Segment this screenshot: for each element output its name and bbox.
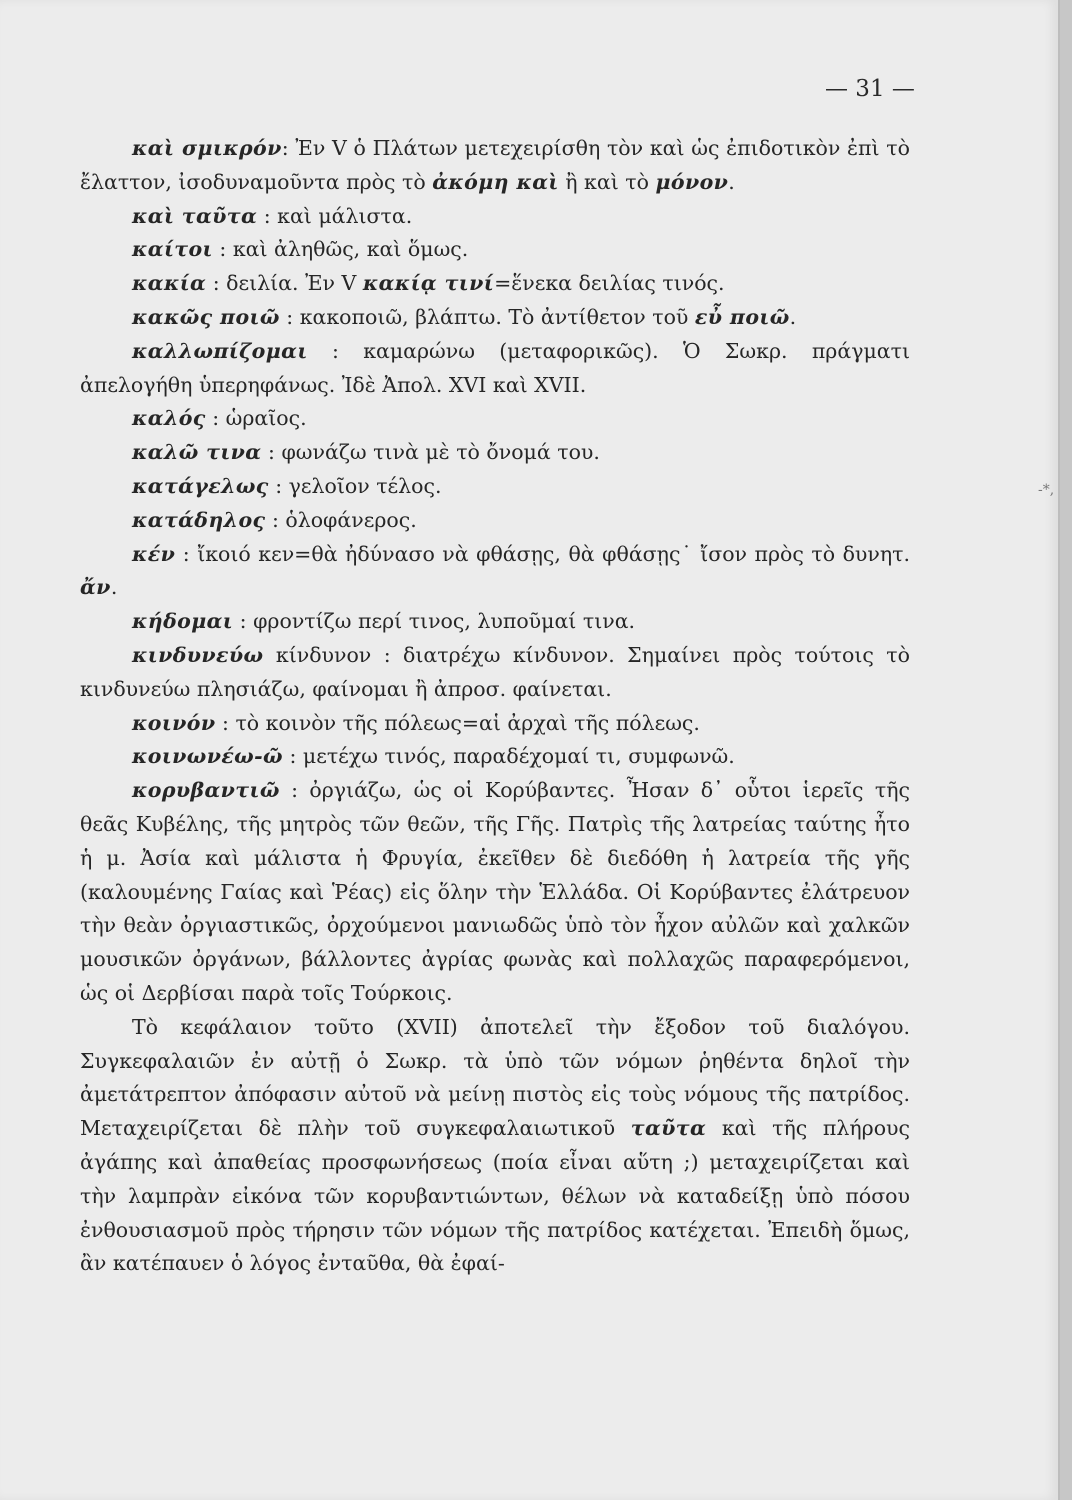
definition: δειλία. Ἐν V — [226, 271, 363, 296]
paragraph-text: Τὸ κεφάλαιον τοῦτο (XVII) ἀποτελεῖ τὴν ἔξοδον τοῦ διαλόγου. Συγκεφαλαιῶν ἐν αὐτῇ ὁ Σωκρ. τὰ ὑπὸ τῶν νόμων ῥηθέντα δηλοῖ τὴν ἀμετάτρεπτον ἀπόφασιν αὐτοῦ νὰ μείνῃ πιστὸς εἰς τοὺς νόμους τῆς πατρίδος. Μεταχειρίζεται δὲ πλὴν τοῦ συγκεφαλαιωτικοῦ — [80, 1014, 910, 1141]
definition: κακοποιῶ, βλάπτω. Τὸ ἀντίθετον τοῦ — [299, 304, 695, 329]
headword: κέν — [132, 541, 176, 566]
separator: : — [233, 609, 254, 634]
definition: φωνάζω τινὰ μὲ τὸ ὄνομά του. — [281, 440, 600, 465]
headword: κοινωνέω-ῶ — [132, 744, 283, 769]
separator: : — [205, 406, 226, 431]
entry-kakia — [80, 267, 910, 301]
definition: Ἐν V ὁ Πλάτων μετεχειρίσθη τὸν καὶ ὡς ἐπιδοτικὸν ἐπὶ τὸ ἔλαττον, ἰσοδυναμοῦντα πρὸς τὸ — [80, 136, 910, 194]
entry-korybantio — [80, 774, 910, 1011]
margin-mark: -*, — [1038, 482, 1055, 498]
entry-ken — [80, 538, 910, 606]
emphasis: ἄν — [80, 575, 111, 600]
separator: : — [261, 440, 282, 465]
separator: : — [279, 778, 310, 803]
entry-kaitoi — [80, 233, 910, 267]
separator: : — [257, 203, 278, 228]
entry-kai-smikron — [80, 132, 910, 200]
separator — [263, 643, 275, 667]
entry-kakos-poio — [80, 301, 910, 335]
separator: : — [175, 541, 198, 566]
headword: κακία — [132, 271, 207, 296]
separator: : — [215, 710, 236, 735]
entry-kalo-tina — [80, 436, 910, 470]
entry-kindyneuo — [80, 639, 910, 707]
entry-kedomai — [80, 605, 910, 639]
separator: : — [206, 271, 227, 296]
paragraph-text: καὶ τῆς πλήρους ἀγάπης καὶ ἀπαθείας προσφωνήσεως (ποία εἶναι αὕτη ;) μεταχειρίζεται καὶ τὴν λαμπρὰν εἰκόνα τῶν κορυβαντιώντων, θέλων νὰ καταδείξῃ ὑπὸ πόσου ἐνθουσιασμοῦ πρὸς τήρησιν τῶν νόμων τῆς πατρίδος κατέχεται. Ἐπειδὴ ὅμως, ἂν κατέπαυεν ὁ λόγος ἐνταῦθα, θὰ ἐφαί- — [80, 1116, 911, 1276]
entry-katadelos — [80, 504, 910, 538]
headword: κινδυνεύω — [132, 642, 264, 667]
headword: κατάγελως — [132, 473, 269, 498]
separator: : — [212, 237, 233, 262]
definition: καὶ μάλιστα. — [277, 203, 413, 228]
definition: μετέχω τινός, παραδέχομαί τι, συμφωνῶ. — [302, 744, 735, 769]
glossary-text — [80, 132, 910, 1281]
definition: ὡραῖος. — [225, 406, 307, 431]
definition: καμαρώνω (μεταφορικῶς). Ὁ Σωκρ. πράγματι ἀπελογήθη ὑπερηφάνως. Ἰδὲ Ἀπολ. XVI καὶ XVII. — [80, 338, 910, 397]
definition: . — [110, 575, 118, 600]
headword: καὶ σμικρόν — [132, 136, 282, 160]
definition: κίνδυνον : διατρέχω κίνδυνον. Σημαίνει πρὸς τούτοις τὸ κινδυνεύω πλησιάζω, φαίνομαι ἢ ἀπροσ. φαίνεται. — [80, 642, 910, 701]
entry-koinoneo — [80, 740, 910, 774]
entry-kalos — [80, 402, 910, 436]
headword: κακῶς ποιῶ — [132, 304, 280, 329]
headword: καίτοι — [132, 237, 213, 262]
definition: ἢ καὶ τὸ — [558, 169, 656, 194]
headword: κοινόν — [132, 710, 216, 735]
headword: καὶ ταῦτα — [132, 203, 258, 228]
headword: κατάδηλος — [132, 507, 266, 532]
separator: : — [265, 507, 286, 532]
definition: =ἕνεκα δειλίας τινός. — [494, 271, 725, 296]
definition: φροντίζω περί τινος, λυποῦμαί τινα. — [253, 609, 636, 634]
entry-kallopizomai — [80, 335, 910, 403]
definition: τὸ κοινὸν τῆς πόλεως=αἱ ἀρχαὶ τῆς πόλεως. — [235, 710, 700, 735]
page-number: — 31 — — [825, 76, 915, 102]
entry-koinon — [80, 707, 910, 741]
headword: καλῶ τινα — [132, 440, 262, 465]
separator: : — [279, 304, 300, 329]
headword: κορυβαντιῶ — [132, 778, 280, 803]
emphasis: κακίᾳ τινί — [362, 271, 495, 296]
emphasis: μόνον — [655, 169, 729, 194]
definition: . — [789, 304, 797, 329]
definition: . — [728, 169, 735, 194]
page-edge — [1060, 0, 1072, 1500]
closing-paragraph — [80, 1011, 910, 1281]
separator: : — [268, 473, 289, 498]
headword: κήδομαι — [132, 609, 234, 634]
separator: : — [282, 744, 303, 769]
headword: καλός — [132, 406, 206, 431]
emphasis: εὖ ποιῶ — [694, 304, 790, 329]
emphasis: ταῦτα — [630, 1116, 707, 1141]
definition: ὀργιάζω, ὡς οἱ Κορύβαντες. Ἦσαν δ᾽ οὗτοι ἱερεῖς τῆς θεᾶς Κυβέλης, τῆς μητρὸς τῶν θεῶν, τῆς Γῆς. Πατρὶς τῆς λατρείας ταύτης ἦτο ἡ μ. Ἀσία καὶ μάλιστα ἡ Φρυγία, ἐκεῖθεν δὲ διεδόθη ἡ λατρεία τῆς γῆς (καλουμένης Γαίας καὶ Ῥέας) εἰς ὅλην τὴν Ἑλλάδα. Οἱ Κορύβαντες ἐλάτρευον τὴν θεὰν ὀργιαστικῶς, ὀρχούμενοι μανιωδῶς ὑπὸ τὸν ἦχον αὐλῶν καὶ χαλκῶν μουσικῶν ὀργάνων, βάλλοντες ἀγρίας φωνὰς καὶ πολλαχῶς παραφερόμενοι, ὡς οἱ Δερβίσαι παρὰ τοῖς Τούρκοις. — [80, 778, 910, 1005]
definition: καὶ ἀληθῶς, καὶ ὅμως. — [232, 237, 469, 262]
separator: : — [281, 136, 296, 160]
definition: γελοῖον τέλος. — [288, 473, 442, 498]
entry-katagelos — [80, 470, 910, 504]
emphasis: ἀκόμη καὶ — [432, 169, 559, 194]
entry-kai-tauta — [80, 200, 910, 234]
definition: ὁλοφάνερος. — [285, 507, 417, 532]
separator: : — [307, 338, 364, 363]
definition: ἴκοιό κεν=θὰ ἠδύνασο νὰ φθάσῃς, θὰ φθάσῃς˙ ἴσον πρὸς τὸ δυνητ. — [197, 541, 910, 566]
headword: καλλωπίζομαι — [132, 338, 308, 363]
